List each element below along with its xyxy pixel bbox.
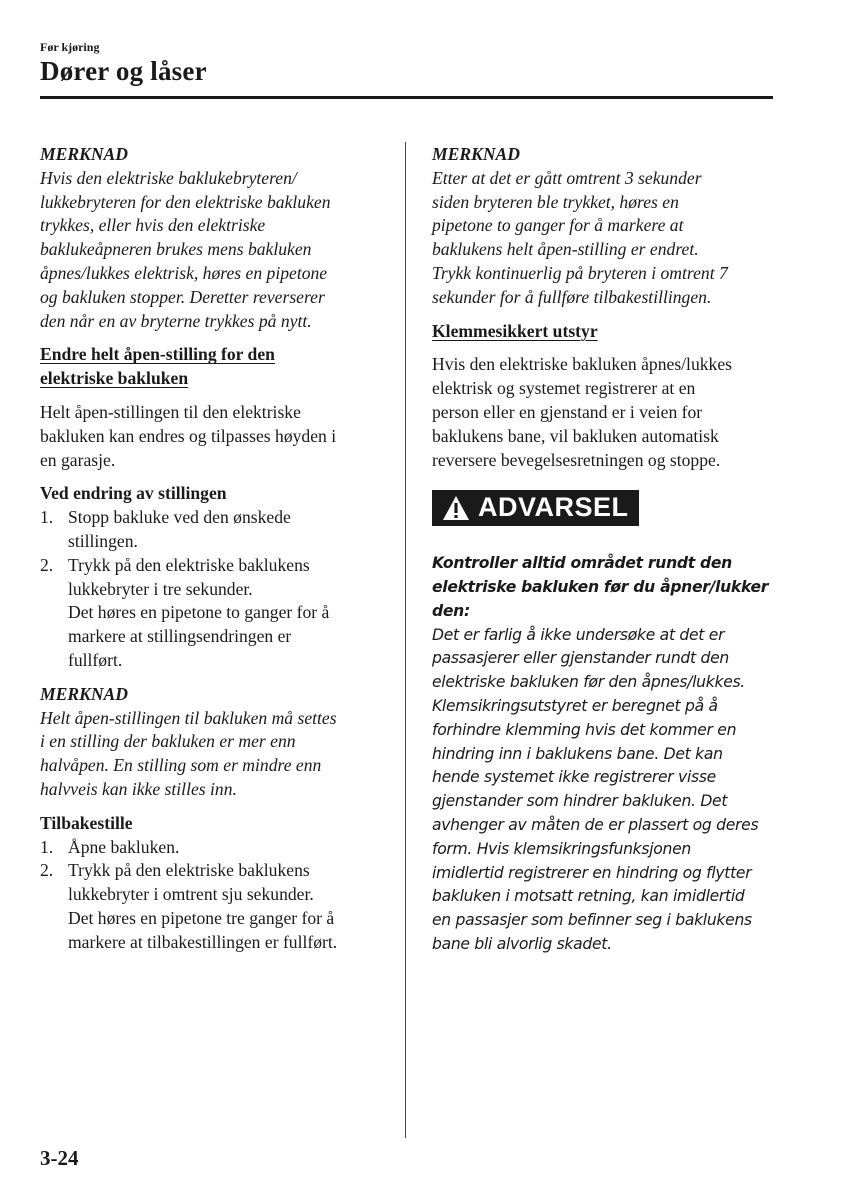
- warning-line: avhenger av måten de er plassert og deres: [432, 815, 759, 834]
- heading-reset: Tilbakestille: [40, 812, 133, 833]
- heading-change-position: Ved endring av stillingen: [40, 483, 227, 504]
- paragraph-line: elektrisk og systemet registrerer at en: [432, 378, 696, 399]
- note-heading: MERKNAD: [40, 683, 128, 704]
- note-line: åpnes/lukkes elektrisk, høres en pipetone: [40, 262, 328, 283]
- note-text: [40, 707, 385, 802]
- note-line: baklukens helt åpen-stilling er endret.: [432, 239, 699, 260]
- step-line: Åpne bakluken.: [68, 836, 180, 857]
- warning-label: ADVARSEL: [478, 492, 629, 523]
- note-line: Hvis den elektriske baklukebryteren/: [40, 167, 297, 188]
- note-line: og bakluken stopper. Deretter reverserer: [40, 286, 325, 307]
- paragraph-line: bakluken kan endres og tilpasses høyden i: [40, 425, 337, 446]
- warning-title-line: den:: [432, 601, 470, 620]
- step-line: Trykk på den elektriske baklukens: [68, 860, 310, 881]
- note-line: siden bryteren ble trykket, høres en: [432, 191, 679, 212]
- step-line: Det høres en pipetone tre ganger for å: [68, 907, 335, 928]
- step-line: lukkebryter i tre sekunder.: [68, 578, 253, 599]
- list-item: [40, 859, 385, 954]
- warning-line: gjenstander som hindrer bakluken. Det: [432, 792, 728, 811]
- paragraph-line: Hvis den elektriske bakluken åpnes/lukkes: [432, 354, 732, 375]
- paragraph: [432, 353, 777, 472]
- header-divider: [40, 96, 773, 99]
- left-column: [40, 143, 385, 955]
- page-number: 3-24: [40, 1146, 79, 1170]
- paragraph-line: baklukens bane, vil bakluken automatisk: [432, 425, 719, 446]
- note-line: Helt åpen-stillingen til bakluken må settes: [40, 707, 337, 728]
- note-block-2: [40, 683, 385, 802]
- subheading-line: elektriske bakluken: [40, 368, 189, 389]
- note-line: trykkes, eller hvis den elektriske: [40, 215, 266, 236]
- note-text: [432, 167, 777, 310]
- note-line: i en stilling der bakluken er mer enn: [40, 731, 296, 752]
- subheading-line: Klemmesikkert utstyr: [432, 320, 598, 341]
- warning-line: hindring inn i baklukens bane. Det kan: [432, 744, 723, 763]
- step-number: 2.: [40, 860, 54, 881]
- note-block-1: [40, 143, 385, 333]
- subheading-line: Endre helt åpen-stilling for den: [40, 344, 275, 365]
- page-title: Dører og låser: [40, 56, 207, 86]
- step-line: Det høres en pipetone to ganger for å: [68, 602, 330, 623]
- step-number: 1.: [40, 836, 54, 857]
- paragraph: [40, 401, 385, 472]
- warning-line: bakluken i motsatt retning, kan imidlertid: [432, 887, 745, 906]
- warning-title-line: Kontroller alltid området rundt den: [432, 554, 732, 573]
- warning-line: elektriske bakluken før den åpnes/lukkes.: [432, 673, 745, 692]
- note-line: Etter at det er gått omtrent 3 sekunder: [432, 167, 702, 188]
- step-line: markere at tilbakestillingen er fullført.: [68, 931, 338, 952]
- warning-title: [432, 552, 777, 623]
- right-column: [432, 143, 777, 957]
- column-divider: [405, 142, 406, 1138]
- warning-line: hende systemet ikke registrerer visse: [432, 768, 716, 787]
- list-item: [40, 554, 385, 673]
- list-item: [40, 506, 385, 554]
- warning-line: bane bli alvorlig skadet.: [432, 934, 612, 953]
- note-heading: MERKNAD: [432, 144, 520, 164]
- steps-list-change: [40, 506, 385, 673]
- note-line: sekunder for å fullføre tilbakestillingen.: [432, 286, 712, 307]
- warning-line: Det er farlig å ikke undersøke at det er: [432, 625, 725, 644]
- note-line: pipetone to ganger for å markere at: [432, 215, 684, 236]
- paragraph-line: person eller en gjenstand er i veien for: [432, 401, 703, 422]
- step-number: 1.: [40, 507, 54, 528]
- step-number: 2.: [40, 554, 54, 575]
- note-heading: MERKNAD: [40, 144, 128, 164]
- step-line: stillingen.: [68, 530, 138, 551]
- warning-triangle-icon: [442, 495, 470, 521]
- warning-line: forhindre klemming hvis det kommer en: [432, 720, 737, 739]
- step-line: Trykk på den elektriske baklukens: [68, 554, 310, 575]
- note-line: baklukeåpneren brukes mens bakluken: [40, 239, 312, 260]
- paragraph-line: Helt åpen-stillingen til den elektriske: [40, 401, 301, 422]
- step-line: lukkebryter i omtrent sju sekunder.: [68, 884, 314, 905]
- note-line: Trykk kontinuerlig på bryteren i omtrent 7: [432, 262, 728, 283]
- note-line: halvåpen. En stilling som er mindre enn: [40, 755, 322, 776]
- subheading-open-position: [40, 343, 385, 391]
- warning-line: en passasjer som befinner seg i baklukens: [432, 911, 752, 930]
- warning-badge: [432, 490, 639, 526]
- warning-line: imidlertid registrerer en hindring og flytter: [432, 863, 752, 882]
- note-line: lukkebryteren for den elektriske bakluken: [40, 191, 331, 212]
- step-line: Stopp bakluke ved den ønskede: [68, 507, 291, 528]
- warning-text: [432, 552, 777, 957]
- step-line: markere at stillingsendringen er: [68, 626, 292, 647]
- note-line: halvveis kan ikke stilles inn.: [40, 778, 237, 799]
- section-label: Før kjøring: [40, 40, 100, 54]
- note-line: den når en av bryterne trykkes på nytt.: [40, 310, 312, 331]
- note-block-3: [432, 143, 777, 310]
- warning-line: Klemsikringsutstyret er beregnet på å: [432, 696, 718, 715]
- subheading-pinch-protection: [432, 320, 777, 344]
- warning-body: [432, 624, 777, 957]
- warning-title-line: elektriske bakluken før du åpner/lukker: [432, 577, 769, 596]
- paragraph-line: reversere bevegelsesretningen og stoppe.: [432, 449, 721, 470]
- note-text: [40, 167, 385, 334]
- warning-line: form. Hvis klemsikringsfunksjonen: [432, 839, 691, 858]
- list-item: [40, 836, 385, 860]
- step-line: fullført.: [68, 649, 123, 670]
- warning-line: passasjerer eller gjenstander rundt den: [432, 649, 729, 668]
- paragraph-line: en garasje.: [40, 449, 116, 470]
- steps-list-reset: [40, 836, 385, 955]
